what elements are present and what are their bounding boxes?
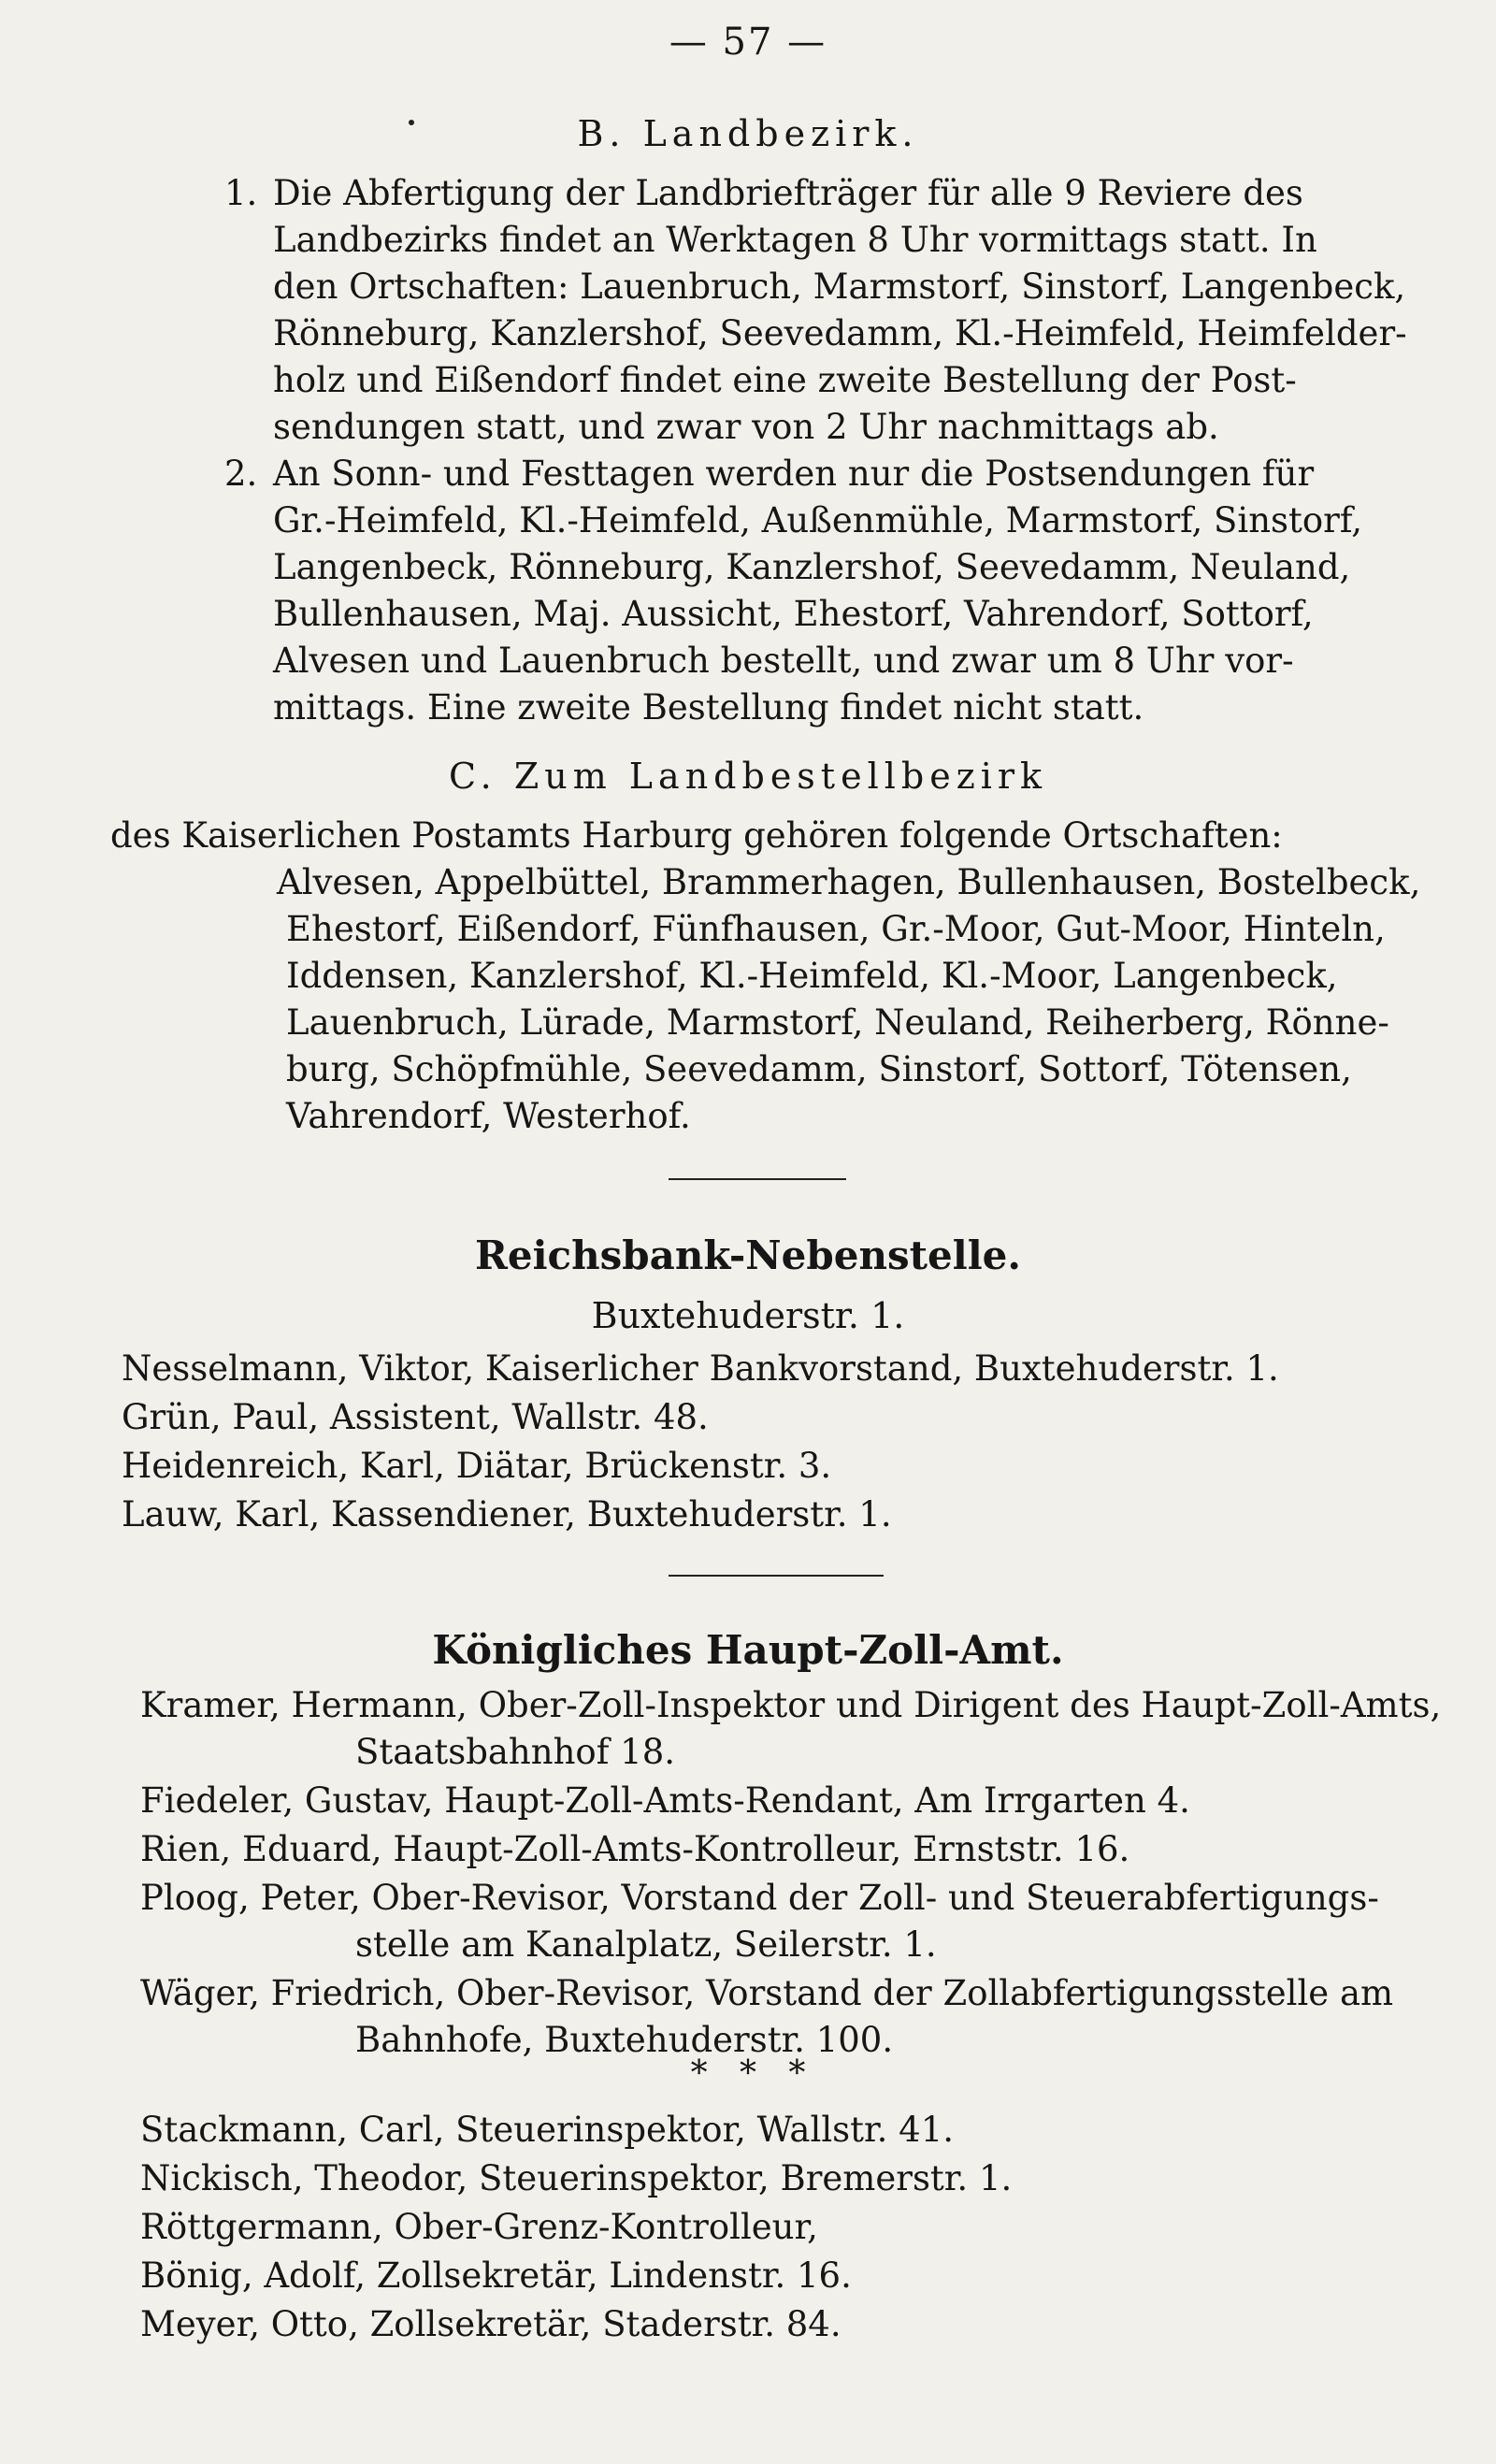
item-1-line: Die Abfertigung der Landbriefträger für alle 9 Reviere des: [273, 173, 1303, 213]
section-divider: [669, 1178, 846, 1180]
staff-entry: Ploog, Peter, Ober-Revisor, Vorstand der Zoll- und Steuerabfertigungs-: [140, 1878, 1379, 1918]
staff-entry: Grün, Paul, Assistent, Wallstr. 48.: [122, 1397, 709, 1437]
item-2-line: An Sonn- und Festtagen werden nur die Postsendungen für: [273, 454, 1315, 494]
staff-entry: Lauw, Karl, Kassendiener, Buxtehuderstr. 1.: [122, 1494, 892, 1535]
staff-entry: Meyer, Otto, Zollsekretär, Staderstr. 84.: [140, 2304, 842, 2344]
staff-entry: Bönig, Adolf, Zollsekretär, Lindenstr. 16.: [140, 2255, 852, 2296]
section-divider: [669, 1575, 884, 1577]
item-2-line: Alvesen und Lauenbruch bestellt, und zwar um 8 Uhr vor-: [273, 641, 1294, 681]
item-1-line: sendungen statt, und zwar von 2 Uhr nachmittags ab.: [273, 407, 1219, 447]
section-b-heading: B. Landbezirk.: [577, 113, 919, 154]
staff-entry: Heidenreich, Karl, Diätar, Brückenstr. 3.: [122, 1446, 832, 1486]
asterism-separator: * * *: [690, 2054, 806, 2093]
place-line: Alvesen, Appelbüttel, Brammerhagen, Bullenhausen, Bostelbeck,: [277, 862, 1421, 902]
staff-entry-continuation: stelle am Kanalplatz, Seilerstr. 1.: [355, 1924, 937, 1965]
place-line: Iddensen, Kanzlershof, Kl.-Heimfeld, Kl.-Moor, Langenbeck,: [286, 956, 1338, 996]
staff-entry: Fiedeler, Gustav, Haupt-Zoll-Amts-Rendant, Am Irrgarten 4.: [140, 1780, 1190, 1821]
place-line: Lauenbruch, Lürade, Marmstorf, Neuland, Reiherberg, Rönne-: [286, 1002, 1389, 1043]
section-c-intro: des Kaiserlichen Postamts Harburg gehören folgende Ortschaften:: [110, 815, 1283, 856]
reichsbank-heading: Reichsbank-Nebenstelle.: [474, 1232, 1022, 1278]
staff-entry-continuation: Bahnhofe, Buxtehuderstr. 100.: [355, 2020, 894, 2060]
staff-entry: Nickisch, Theodor, Steuerinspektor, Bremerstr. 1.: [140, 2158, 1013, 2198]
place-line: burg, Schöpfmühle, Seevedamm, Sinstorf, Sottorf, Tötensen,: [286, 1049, 1352, 1089]
item-1-line: Landbezirks findet an Werktagen 8 Uhr vormittags statt. In: [273, 220, 1317, 260]
staff-entry-continuation: Staatsbahnhof 18.: [355, 1732, 675, 1772]
item-1-line: Rönneburg, Kanzlershof, Seevedamm, Kl.-Heimfeld, Heimfelder-: [273, 313, 1407, 353]
reichsbank-address: Buxtehuderstr. 1.: [591, 1295, 905, 1336]
place-line: Vahrendorf, Westerhof.: [286, 1096, 691, 1136]
item-2-line: Langenbeck, Rönneburg, Kanzlershof, Seevedamm, Neuland,: [273, 547, 1351, 587]
zollamt-heading: Königliches Haupt-Zoll-Amt.: [432, 1627, 1064, 1673]
staff-entry: Stackmann, Carl, Steuerinspektor, Wallstr. 41.: [140, 2110, 955, 2150]
item-1-line: holz und Eißendorf findet eine zweite Bestellung der Post-: [273, 360, 1297, 400]
staff-entry: Wäger, Friedrich, Ober-Revisor, Vorstand der Zollabfertigungsstelle am: [140, 1973, 1394, 2013]
place-line: Ehestorf, Eißendorf, Fünfhausen, Gr.-Moor, Gut-Moor, Hinteln,: [286, 909, 1386, 949]
item-1-number: 1.: [224, 173, 258, 213]
staff-entry: Röttgermann, Ober-Grenz-Kontrolleur,: [140, 2207, 818, 2247]
item-2-line: Bullenhausen, Maj. Aussicht, Ehestorf, Vahrendorf, Sottorf,: [273, 594, 1314, 634]
section-c-heading: C. Zum Landbestellbezirk: [448, 756, 1048, 797]
page-number: — 57 —: [669, 21, 827, 64]
item-1-line: den Ortschaften: Lauenbruch, Marmstorf, Sinstorf, Langenbeck,: [273, 267, 1406, 307]
staff-entry: Rien, Eduard, Haupt-Zoll-Amts-Kontrolleur, Ernststr. 16.: [140, 1829, 1130, 1869]
item-2-line: mittags. Eine zweite Bestellung findet nicht statt.: [273, 687, 1144, 728]
item-2-number: 2.: [224, 454, 258, 494]
staff-entry: Nesselmann, Viktor, Kaiserlicher Bankvorstand, Buxtehuderstr. 1.: [122, 1348, 1279, 1389]
item-2-line: Gr.-Heimfeld, Kl.-Heimfeld, Außenmühle, Marmstorf, Sinstorf,: [273, 500, 1362, 540]
staff-entry: Kramer, Hermann, Ober-Zoll-Inspektor und Dirigent des Haupt-Zoll-Amts,: [140, 1685, 1442, 1725]
